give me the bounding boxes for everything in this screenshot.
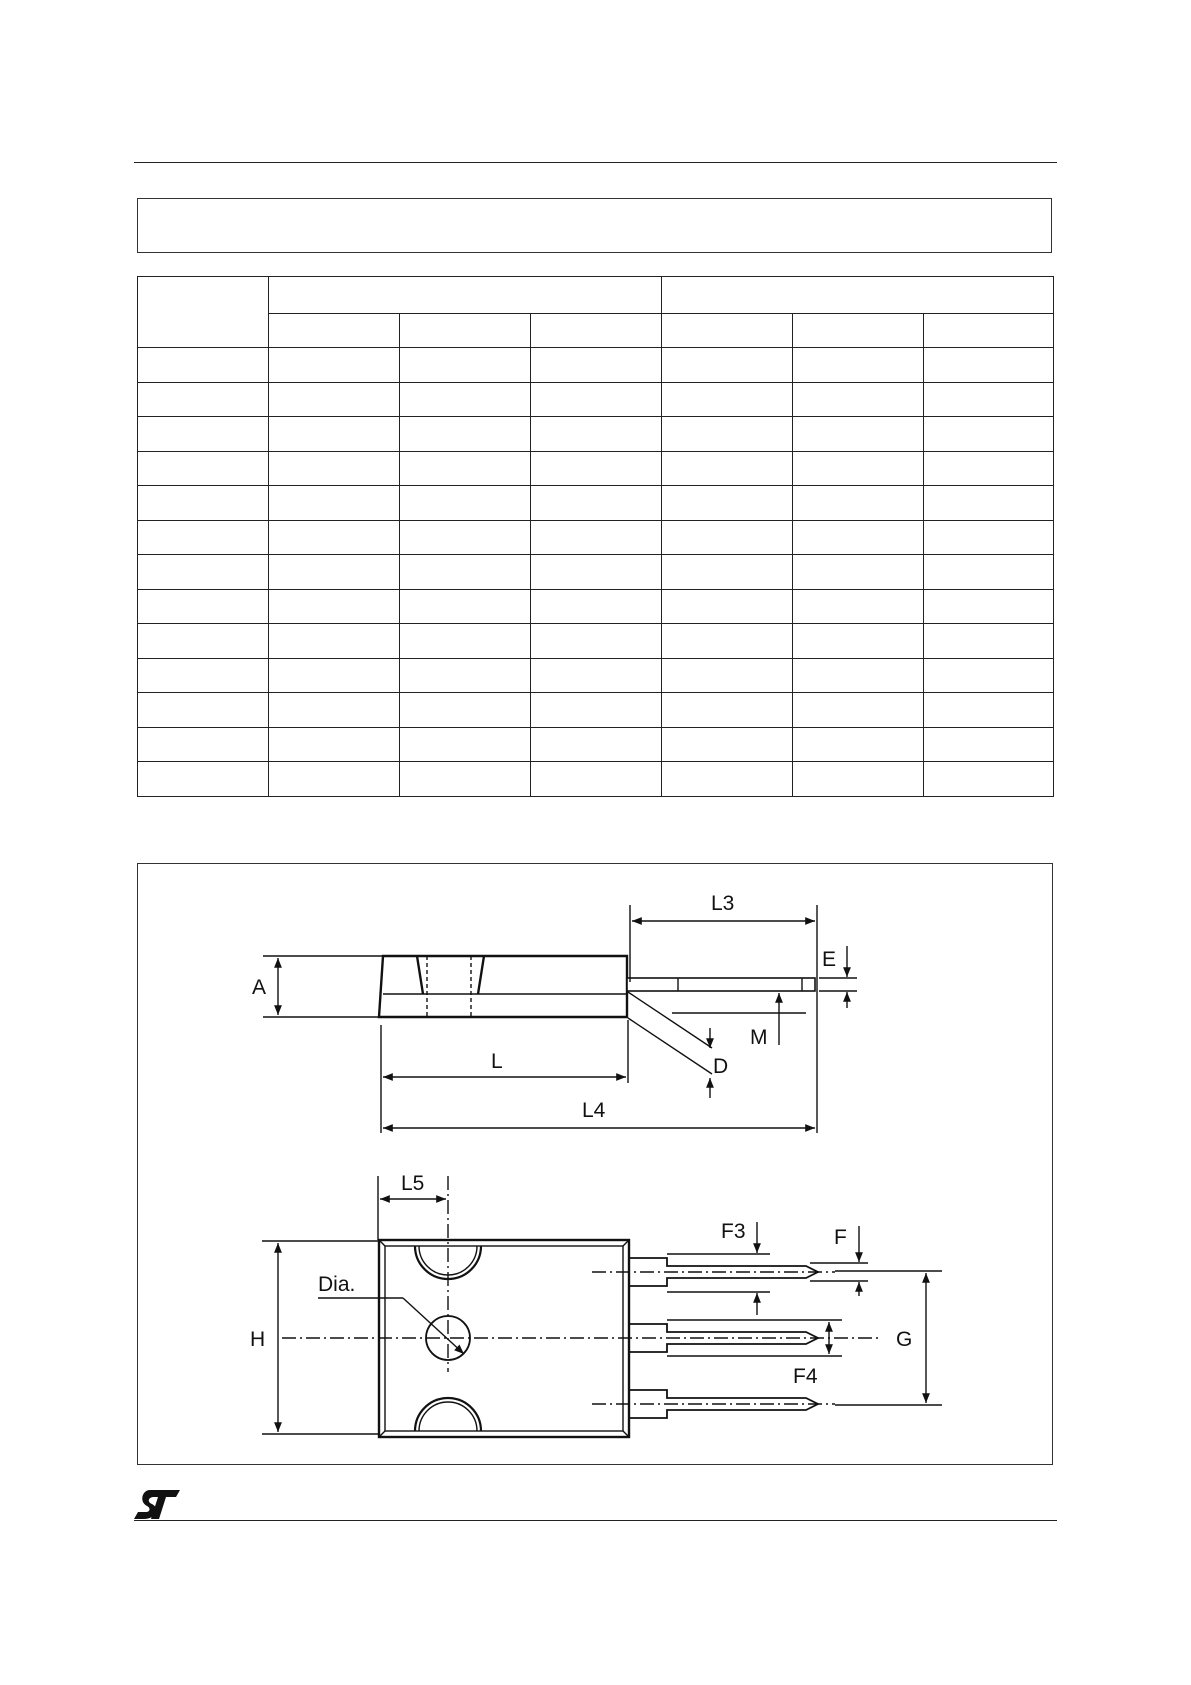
label-m: M bbox=[750, 1026, 768, 1049]
label-f: F bbox=[834, 1226, 847, 1249]
label-d: D bbox=[713, 1055, 729, 1078]
footer-rule bbox=[134, 1520, 1057, 1521]
label-l: L bbox=[491, 1050, 503, 1073]
label-dia: Dia. bbox=[318, 1273, 356, 1296]
label-g: G bbox=[896, 1328, 913, 1351]
front-view bbox=[262, 1176, 942, 1437]
label-f4: F4 bbox=[793, 1365, 818, 1388]
side-view bbox=[263, 905, 857, 1133]
label-e: E bbox=[822, 948, 837, 971]
label-h: H bbox=[250, 1328, 266, 1351]
label-a: A bbox=[252, 976, 267, 999]
label-l4: L4 bbox=[582, 1099, 606, 1122]
label-l3: L3 bbox=[711, 892, 735, 915]
label-l5: L5 bbox=[401, 1172, 425, 1195]
label-f3: F3 bbox=[721, 1220, 746, 1243]
st-logo-icon bbox=[134, 1488, 184, 1524]
